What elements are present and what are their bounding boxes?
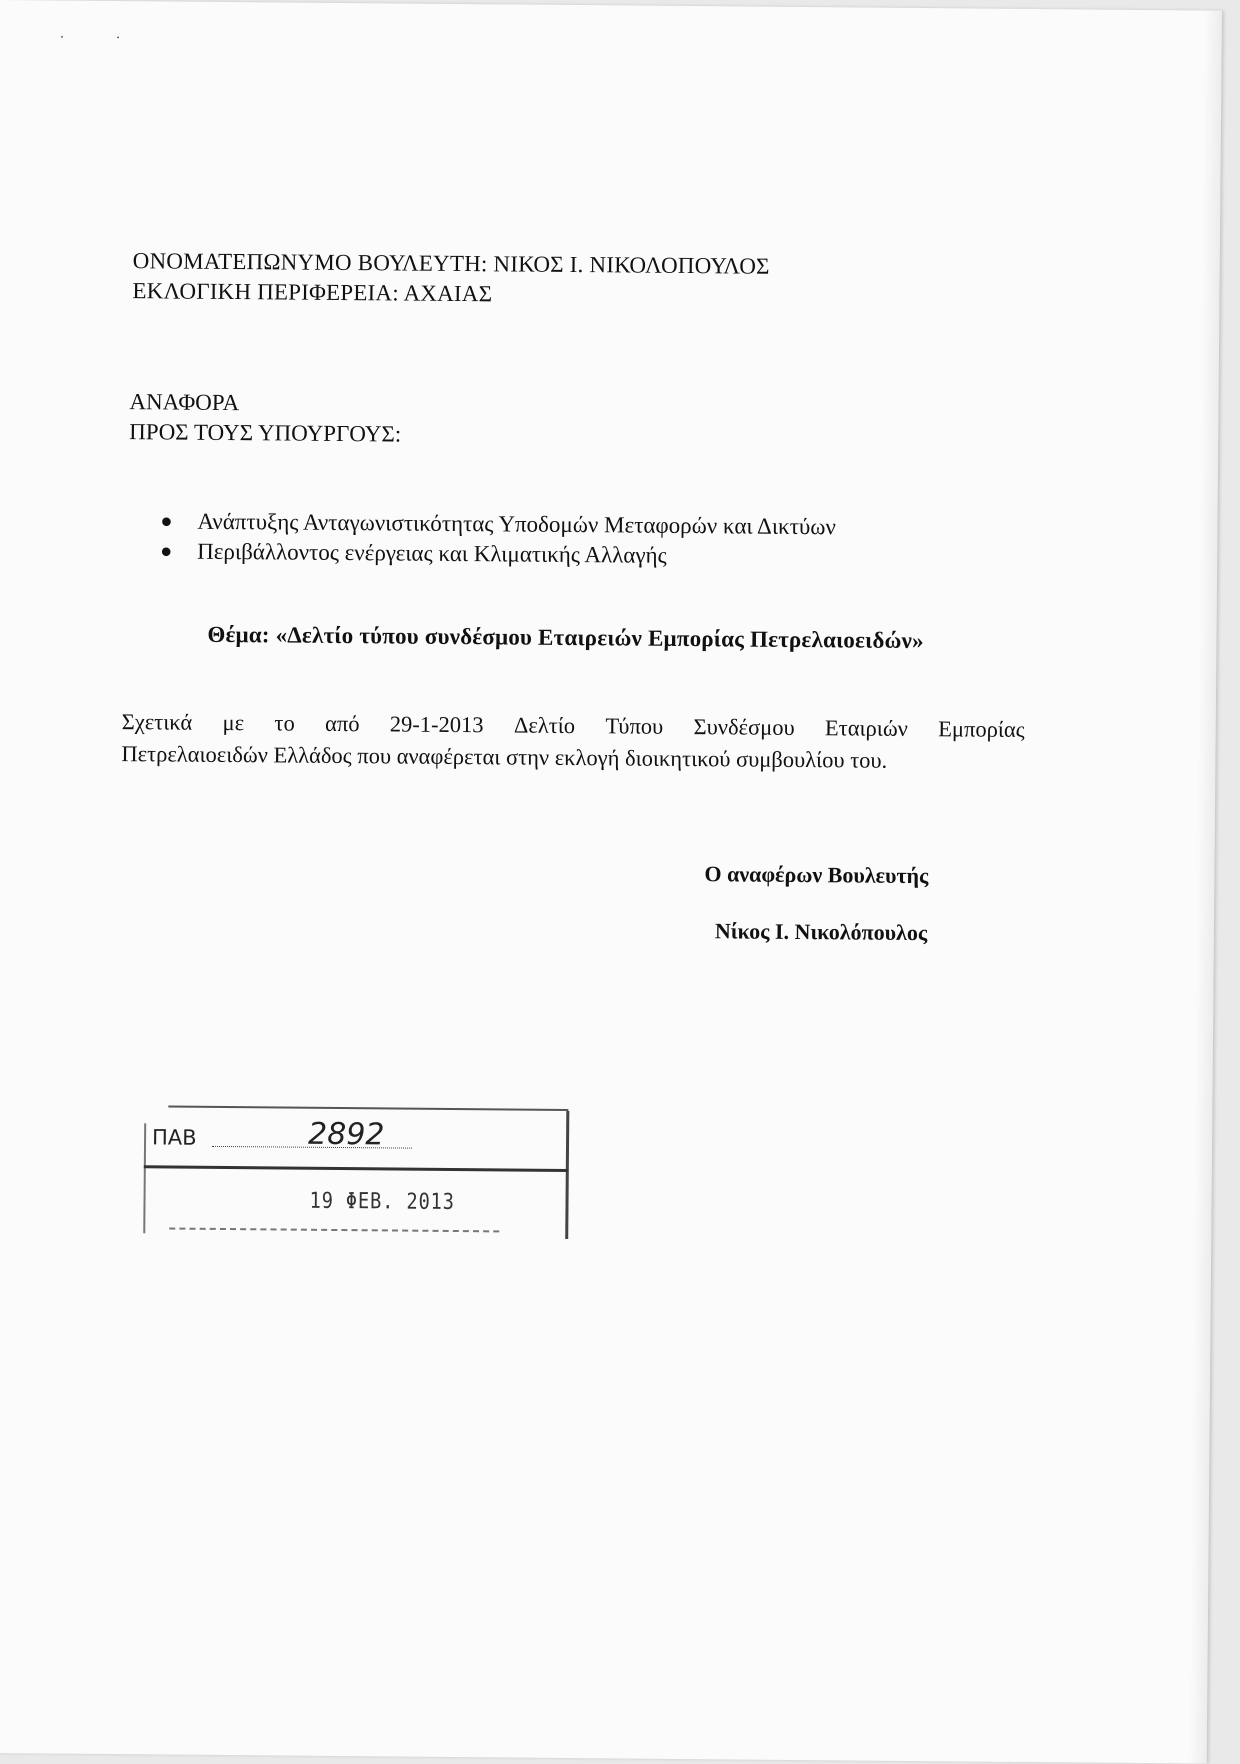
mp-name-line: ΟΝΟΜΑΤΕΠΩΝΥΜΟ ΒΟΥΛΕΥΤΗ: ΝΙΚΟΣ Ι. ΝΙΚΟΛΟΠΟΥΛΟΣ	[132, 248, 770, 279]
list-item	[155, 536, 836, 572]
subject-line: Θέμα: «Δελτίο τύπου συνδέσμου Εταιρειών Εμπορίας Πετρελαιοειδών»	[207, 621, 924, 654]
body-word: Συνδέσμου	[693, 714, 795, 740]
ministers-list	[155, 506, 836, 572]
body-word: Εμπορίας	[938, 716, 1025, 742]
stamp-divider	[144, 1165, 568, 1172]
to-ministers-label: ΠΡΟΣ ΤΟΥΣ ΥΠΟΥΡΓΟΥΣ:	[129, 419, 402, 447]
body-word: από	[324, 710, 360, 737]
ministry-name: Ανάπτυξης Ανταγωνιστικότητας Υποδομών Μεταφορών και Δικτύων	[197, 508, 836, 540]
body-word: 29-1-2013	[389, 711, 484, 738]
bullet-icon: ●	[160, 510, 173, 533]
body-word: με	[222, 709, 245, 736]
body-word: το	[274, 710, 295, 736]
bullet-icon: ●	[160, 540, 173, 563]
body-word: Δελτίο	[513, 712, 576, 739]
document-header	[132, 246, 769, 312]
stamp-border	[143, 1123, 146, 1233]
report-heading	[129, 387, 401, 449]
stamp-border	[168, 1106, 568, 1111]
signature-name: Νίκος Ι. Νικολόπουλος	[714, 918, 928, 946]
constituency-line: ΕΚΛΟΓΙΚΗ ΠΕΡΙΦΕΡΕΙΑ: ΑΧΑΙΑΣ	[132, 278, 493, 307]
body-word: Εταιριών	[824, 715, 909, 741]
signature-title: Ο αναφέρων Βουλευτής	[704, 861, 929, 889]
stamp-date: 19 ΦΕΒ. 2013	[309, 1188, 455, 1216]
scan-specks: · ·	[59, 30, 145, 47]
stamp-border	[565, 1111, 569, 1239]
body-word: Τύπου	[605, 713, 664, 739]
report-title: ΑΝΑΦΟΡΑ	[129, 389, 240, 416]
ministry-name: Περιβάλλοντος ενέργειας και Κλιματικής Αλλαγής	[197, 538, 667, 568]
stamp-border	[169, 1228, 499, 1233]
body-paragraph	[121, 706, 1025, 778]
stamp-label: ΠΑΒ	[151, 1125, 197, 1150]
body-line-2: Πετρελαιοειδών Ελλάδος που αναφέρεται στην εκλογή διοικητικού συμβουλίου του.	[121, 741, 888, 773]
stamp-handwritten-number: 2892	[307, 1116, 385, 1153]
registry-stamp	[139, 1101, 570, 1243]
body-word: Σχετικά	[121, 709, 193, 735]
